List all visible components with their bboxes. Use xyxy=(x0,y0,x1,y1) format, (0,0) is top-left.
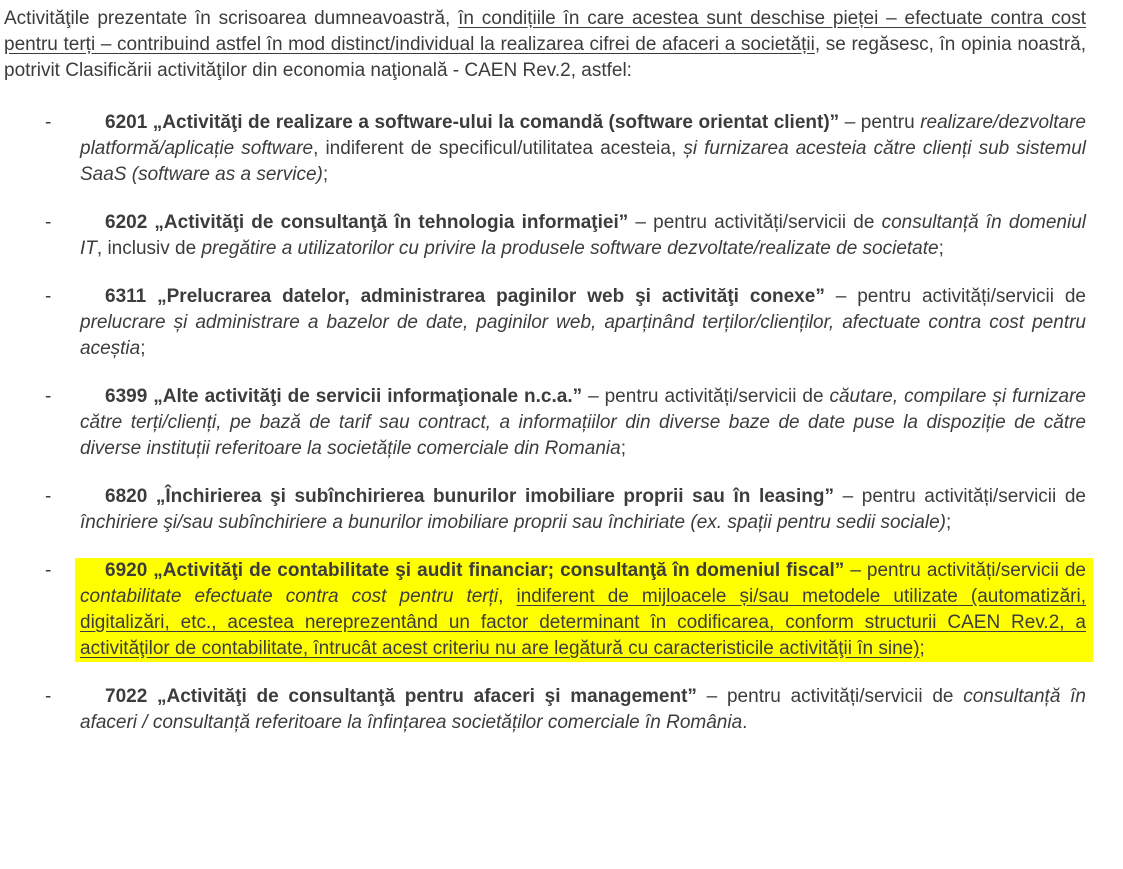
text-segment-bold: 6201 „Activităţi de realizare a software-ului la comandă (software orientat client)” xyxy=(105,112,840,133)
text-segment-normal: ; xyxy=(919,638,925,659)
bullet-text-6202 xyxy=(80,210,1086,262)
text-segment-normal: ; xyxy=(620,438,626,459)
text-segment-normal: – pentru activități/servicii de xyxy=(844,560,1086,581)
bullet-text-6820 xyxy=(80,484,1086,536)
caen-item-6311 xyxy=(4,284,1086,362)
text-segment-bold: 7022 „Activităţi de consultanţă pentru afaceri şi management” xyxy=(105,686,697,707)
text-segment-bold: 6399 „Alte activităţi de servicii informaţionale n.c.a.” xyxy=(105,386,583,407)
text-segment-normal: , indiferent de specificul/utilitatea acesteia, xyxy=(313,138,684,159)
bullet-dash: - xyxy=(45,386,52,407)
text-segment-italic: și furnizarea acesteia către clienți sub sistemul SaaS (software as a service) xyxy=(80,138,1086,185)
caen-bullet-list xyxy=(4,110,1086,736)
text-segment-normal: Activităţile prezentate în scrisoarea dumneavoastră, xyxy=(4,8,459,29)
text-segment-italic: consultanță în afaceri / consultanță referitoare la înfințarea societăților comerciale în România xyxy=(80,686,1086,733)
text-segment-normal: , xyxy=(498,586,517,607)
text-segment-normal: . xyxy=(742,712,748,733)
text-segment-normal: – pentru activități/servicii de xyxy=(824,286,1086,307)
text-segment-normal: ; xyxy=(945,512,952,533)
text-segment-italic: contabilitate efectuate contra cost pentru terți xyxy=(80,586,499,607)
text-segment-normal: – pentru xyxy=(839,112,921,133)
text-segment-normal: ; xyxy=(322,164,329,185)
text-segment-underline: în condițiile în care acestea sunt deschise pieței – efectuate contra cost pentru terți – contribuind astfel în mod distinct/individual la realizarea cifrei de afaceri a societății xyxy=(4,8,1086,55)
bullet-dash: - xyxy=(45,112,52,133)
text-segment-bold: 6202 „Activităţi de consultanţă în tehnologia informaţiei” xyxy=(105,212,629,233)
text-segment-italic: prelucrare și administrare a bazelor de date, paginilor web, aparținând terților/clienților, afectuate contra cost pentru aceștia xyxy=(80,312,1086,359)
text-segment-italic: închiriere şi/sau subînchiriere a bunurilor imobiliare proprii sau închiriate (ex. spații pentru sedii sociale) xyxy=(80,512,946,533)
text-segment-italic: pregătire a utilizatorilor cu privire la produsele software dezvoltate/realizate de societate xyxy=(201,238,939,259)
bullet-text-6201 xyxy=(80,110,1086,188)
bullet-text-6920 xyxy=(75,558,1093,662)
text-segment-normal: ; xyxy=(140,338,146,359)
text-segment-normal: – pentru activități/servicii de xyxy=(628,212,882,233)
text-segment-italic: realizare/dezvoltare platformă/aplicație software xyxy=(80,112,1086,159)
caen-item-6820 xyxy=(4,484,1086,536)
text-segment-normal: , se regăsesc, în opinia noastră, potrivit Clasificării activităţilor din economia naţională - CAEN Rev.2, astfel: xyxy=(4,34,1086,81)
text-segment-underline: indiferent de mijloacele și/sau metodele utilizate (automatizări, digitalizări, etc., acestea nereprezentând un factor determinant în codificarea, conform structurii CAEN Rev.2, a activităţilor de contabilitate, întrucât acest criteriu nu are legătură cu caracteristicile activităţii în sine) xyxy=(80,586,1086,659)
caen-item-6920 xyxy=(4,558,1086,662)
caen-item-6399 xyxy=(4,384,1086,462)
text-segment-italic: căutare, compilare și furnizare către terți/clienți, pe bază de tarif sau contract, a informațiilor din diverse baze de date puse la dispoziție de către diverse instituții referitoare la societățile comerciale din Romania xyxy=(80,386,1086,459)
text-segment-normal: , inclusiv de xyxy=(96,238,202,259)
caen-item-6201 xyxy=(4,110,1086,188)
intro-paragraph xyxy=(4,6,1086,84)
text-segment-normal: – pentru activități/servicii de xyxy=(696,686,964,707)
text-segment-normal: ; xyxy=(938,238,944,259)
bullet-dash: - xyxy=(45,486,52,507)
bullet-text-7022 xyxy=(80,684,1086,736)
bullet-text-6311 xyxy=(80,284,1086,362)
bullet-dash: - xyxy=(45,686,52,707)
text-segment-normal: – pentru activități/servicii de xyxy=(582,386,830,407)
bullet-dash: - xyxy=(45,212,52,233)
text-segment-italic: consultanță în domeniul IT xyxy=(80,212,1086,259)
bullet-dash: - xyxy=(45,286,52,307)
caen-item-7022 xyxy=(4,684,1086,736)
text-segment-normal: – pentru activități/servicii de xyxy=(834,486,1086,507)
text-segment-bold: 6820 „Închirierea şi subînchirierea bunurilor imobiliare proprii sau în leasing” xyxy=(105,486,834,507)
text-segment-bold: 6920 „Activităţi de contabilitate şi audit financiar; consultanţă în domeniul fiscal” xyxy=(105,560,845,581)
bullet-text-6399 xyxy=(80,384,1086,462)
text-segment-bold: 6311 „Prelucrarea datelor, administrarea paginilor web şi activităţi conexe” xyxy=(105,286,825,307)
bullet-dash: - xyxy=(45,560,52,581)
caen-item-6202 xyxy=(4,210,1086,262)
